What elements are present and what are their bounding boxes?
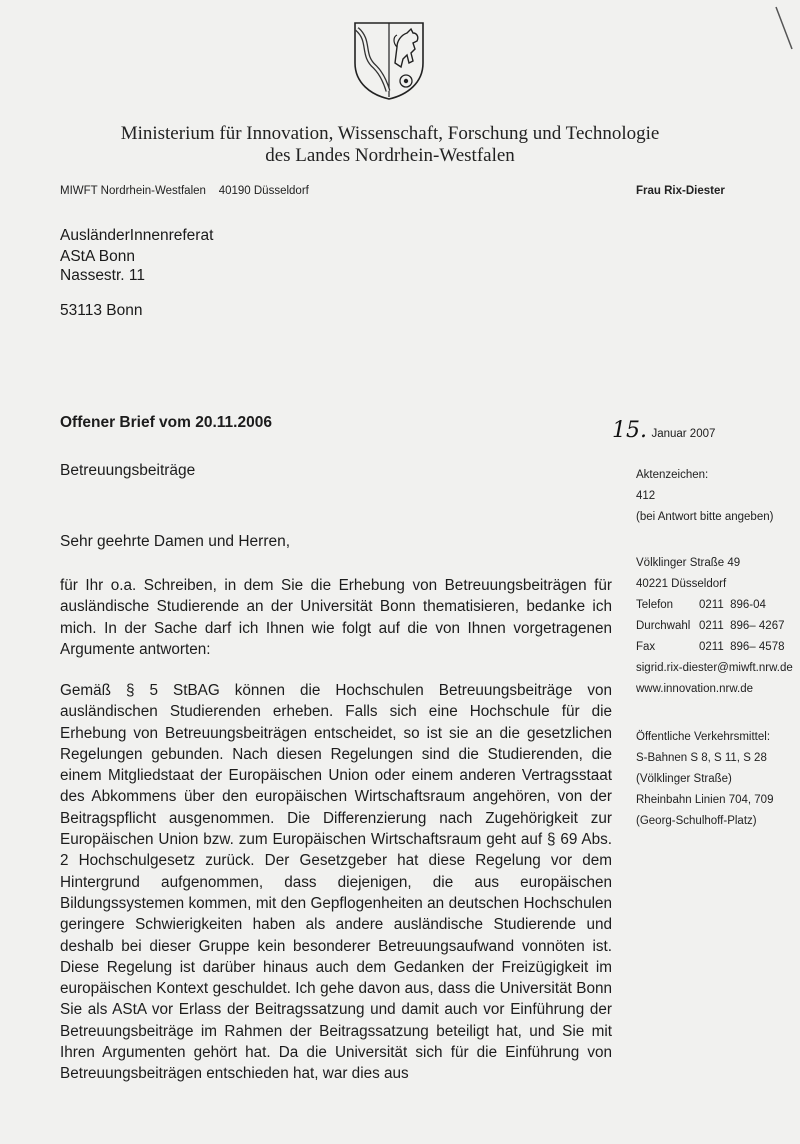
sidebar-contact — [636, 553, 793, 700]
recipient-line2: AStA Bonn — [60, 248, 135, 265]
aktenzeichen-note: (bei Antwort bitte angeben) — [636, 511, 774, 523]
contact-email: sigrid.rix-diester@miwft.nrw.de — [636, 662, 793, 674]
sender-address-line: MIWFT Nordrhein-Westfalen 40190 Düsseldorf — [60, 185, 309, 197]
transport-line4: (Georg-Schulhoff-Platz) — [636, 815, 757, 827]
transport-label: Öffentliche Verkehrsmittel: — [636, 731, 771, 743]
direct-dial-value: 0211 896– 4267 — [699, 620, 785, 632]
transport-line3: Rheinbahn Linien 704, 709 — [636, 794, 774, 806]
aktenzeichen-value: 412 — [636, 490, 656, 502]
sidebar-reference — [636, 465, 773, 528]
letter-date — [612, 418, 715, 443]
handwritten-day: 15. — [612, 418, 647, 443]
contact-person: Frau Rix-Diester — [636, 185, 725, 197]
transport-line1: S-Bahnen S 8, S 11, S 28 — [636, 752, 767, 764]
body-paragraph-1: für Ihr o.a. Schreiben, in dem Sie die Erhebung von Betreuungsbeiträgen für ausländische Studierende an der Universität Bonn thematisieren, bedanke ich mich. In der Sache darf ich Ihnen wie folgt auf die von Ihnen vorgetragenen Argumente antworten: — [60, 577, 612, 658]
direct-dial-row — [636, 616, 793, 637]
fax-value: 0211 896– 4578 — [699, 641, 785, 653]
recipient-line3: Nassestr. 11 — [60, 267, 146, 284]
fax-label: Fax — [636, 641, 656, 653]
direct-dial-label: Durchwahl — [636, 620, 691, 632]
ministry-website: www.innovation.nrw.de — [636, 683, 753, 695]
phone-label: Telefon — [636, 599, 674, 611]
phone-row — [636, 595, 793, 616]
phone-value: 0211 896-04 — [699, 599, 766, 611]
ministry-name-line1: Ministerium für Innovation, Wissenschaft, Forschung und Technologie — [120, 123, 660, 144]
nrw-coat-of-arms-icon — [351, 19, 427, 101]
salutation: Sehr geehrte Damen und Herren, — [60, 533, 291, 550]
date-month-year: Januar 2007 — [651, 428, 716, 440]
ministry-name-line2: des Landes Nordrhein-Westfalen — [265, 145, 515, 166]
sidebar-transport — [636, 727, 773, 832]
ministry-zip-city: 40221 Düsseldorf — [636, 578, 727, 590]
recipient-line1: AusländerInnenreferat — [60, 227, 214, 244]
letter-subject: Offener Brief vom 20.11.2006 — [60, 414, 272, 431]
letter-topic: Betreuungsbeiträge — [60, 462, 196, 479]
ministry-street: Völklinger Straße 49 — [636, 557, 741, 569]
aktenzeichen-label: Aktenzeichen: — [636, 469, 709, 481]
pen-mark-icon — [770, 5, 798, 53]
fax-row — [636, 637, 793, 658]
recipient-city: 53113 Bonn — [60, 302, 143, 319]
body-paragraph-2: Gemäß § 5 StBAG können die Hochschulen Betreuungsbeiträge von ausländischen Studierenden erheben. Falls sich eine Hochschule für die Erhebung von Betreuungsbeiträgen entscheidet, so ist sie an die gesetzlichen Regelungen gebunden. Nach diesen Regelungen sind die Studierenden, die einem Mitgliedstaat der Europäischen Union oder einem anderen Vertragsstaat des Abkommens über den europäischen Wirtschaftsraum angehören, von der Beitragspflicht ausgenommen. Die Differenzierung nach Zugehörigkeit zur Europäischen Union bzw. zum Europäischen Wirtschaftsraum geht auf § 69 Abs. 2 Hochschulgesetz zurück. Der Gesetzgeber hat diese Regelung vor dem Hintergrund aufgenommen, dass diejenigen, die aus europäischen Bildungssystemen kommen, mit den Gepflogenheiten an deutschen Hochschulen geringere Schwierigkeiten haben als andere ausländische Studierende und deshalb bei dieser Gruppe kein besonderer Betreuungsaufwand vonnöten ist. Diese Regelung ist darüber hinaus auch dem Gedanken der Freizügigkeit im europäischen Kontext geschuldet. Ich gehe davon aus, dass die Universität Bonn Sie als AStA vor Erlass der Beitragssatzung und damit auch vor Einführung der Betreuungsbeiträge im Rahmen der Beitragssatzung beteiligt hat, und Sie mit Ihren Argumenten gehört hat. Da die Universität sich für die Einführung von Betreuungsbeiträgen entschieden hat, war dies aus — [60, 682, 612, 1083]
transport-line2: (Völklinger Straße) — [636, 773, 732, 785]
